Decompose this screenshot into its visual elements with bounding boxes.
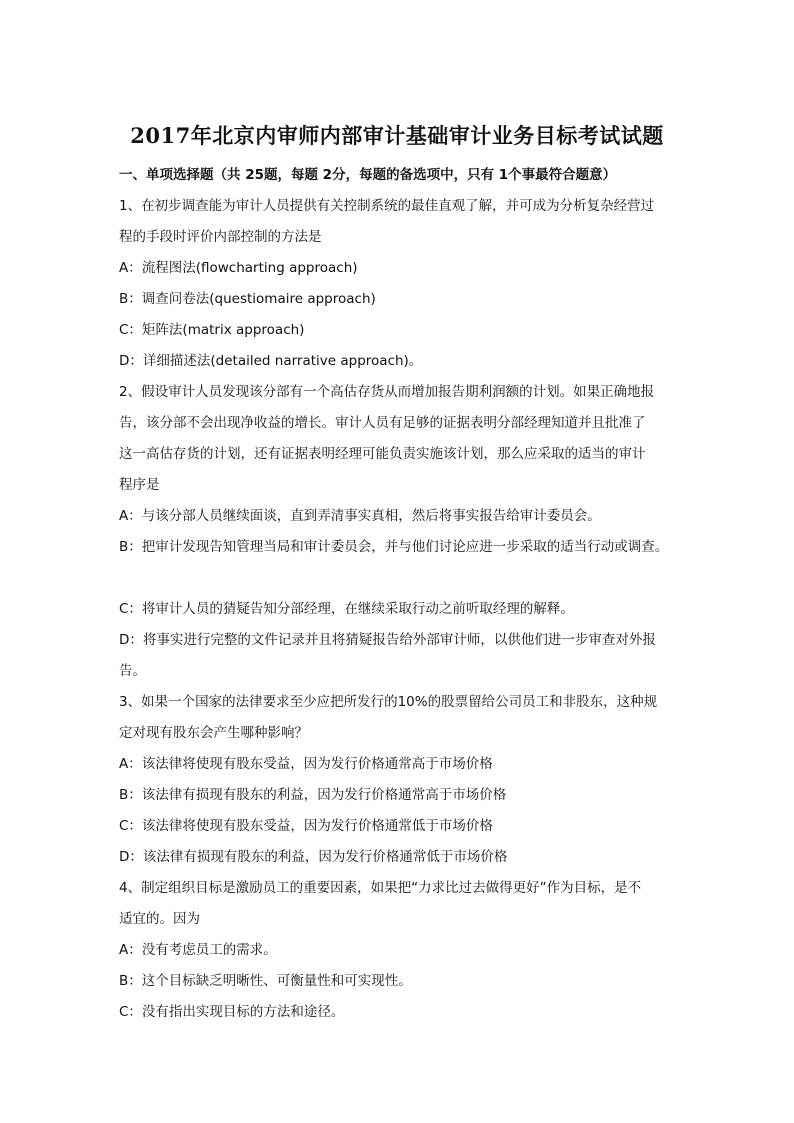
question-stem-line: 2、假设审计人员发现该分部有一个高估存货从而增加报告期利润额的计划。如果正确地报 xyxy=(119,384,655,400)
option-d: D：该法律有损现有股东的利益，因为发行价格通常低于市场价格 xyxy=(119,849,508,865)
option-a: A：该法律将使现有股东受益，因为发行价格通常高于市场价格 xyxy=(119,756,493,772)
question-stem-line: 3、如果一个国家的法律要求至少应把所发行的10%的股票留给公司员工和非股东，这种规 xyxy=(119,694,658,710)
option-b: B：该法律有损现有股东的利益，因为发行价格通常高于市场价格 xyxy=(119,787,507,803)
option-b: B：调查问卷法(questiomaire approach) xyxy=(119,291,376,307)
question-stem-line: 定对现有股东会产生哪种影响？ xyxy=(119,725,308,741)
option-c: C：该法律将使现有股东受益，因为发行价格通常低于市场价格 xyxy=(119,818,493,834)
section-heading: 一、单项选择题（共 25题，每题 2分，每题的备选项中，只有 1个事最符合题意） xyxy=(119,167,617,183)
option-d: D：详细描述法(detailed narrative approach)。 xyxy=(119,353,423,369)
document-title: 2017年北京内审师内部审计基础审计业务目标考试试题 xyxy=(130,123,664,148)
option-b: B：把审计发现告知管理当局和审计委员会，并与他们讨论应进一步采取的适当行动或调查。 xyxy=(119,539,669,555)
option-d: D：将事实进行完整的文件记录并且将猜疑报告给外部审计师，以供他们进一步审查对外报 xyxy=(119,632,656,648)
option-d-continued: 告。 xyxy=(119,663,146,679)
question-stem-line: 适宜的。因为 xyxy=(119,911,200,927)
question-stem-line: 4、制定组织目标是激励员工的重要因素，如果把“力求比过去做得更好”作为目标，是不 xyxy=(119,880,642,896)
document-body xyxy=(119,160,689,1028)
question-stem-line: 这一高估存货的计划，还有证据表明经理可能负责实施该计划，那么应采取的适当的审计 xyxy=(119,446,646,462)
option-c: C：没有指出实现目标的方法和途径。 xyxy=(119,1004,345,1020)
option-a: A：流程图法(flowcharting approach) xyxy=(119,260,358,276)
question-4 xyxy=(119,873,689,1028)
question-stem-line: 告，该分部不会出现净收益的增长。审计人员有足够的证据表明分部经理知道并且批准了 xyxy=(119,415,646,431)
question-stem-line: 1、在初步调查能为审计人员提供有关控制系统的最佳直观了解，并可成为分析复杂经营过 xyxy=(119,198,655,214)
question-stem-line: 程的手段时评价内部控制的方法是 xyxy=(119,229,322,245)
question-1 xyxy=(119,191,689,377)
option-c: C：将审计人员的猜疑告知分部经理，在继续采取行动之前听取经理的解释。 xyxy=(119,601,574,617)
question-stem-line: 程序是 xyxy=(119,477,160,493)
question-3 xyxy=(119,687,689,873)
option-a: A：没有考虑员工的需求。 xyxy=(119,942,277,958)
blank-line xyxy=(119,563,689,594)
question-2 xyxy=(119,377,689,687)
option-c: C：矩阵法(matrix approach) xyxy=(119,322,305,338)
option-b: B：这个目标缺乏明晰性、可衡量性和可实现性。 xyxy=(119,973,412,989)
option-a: A：与该分部人员继续面谈，直到弄清事实真相，然后将事实报告给审计委员会。 xyxy=(119,508,601,524)
